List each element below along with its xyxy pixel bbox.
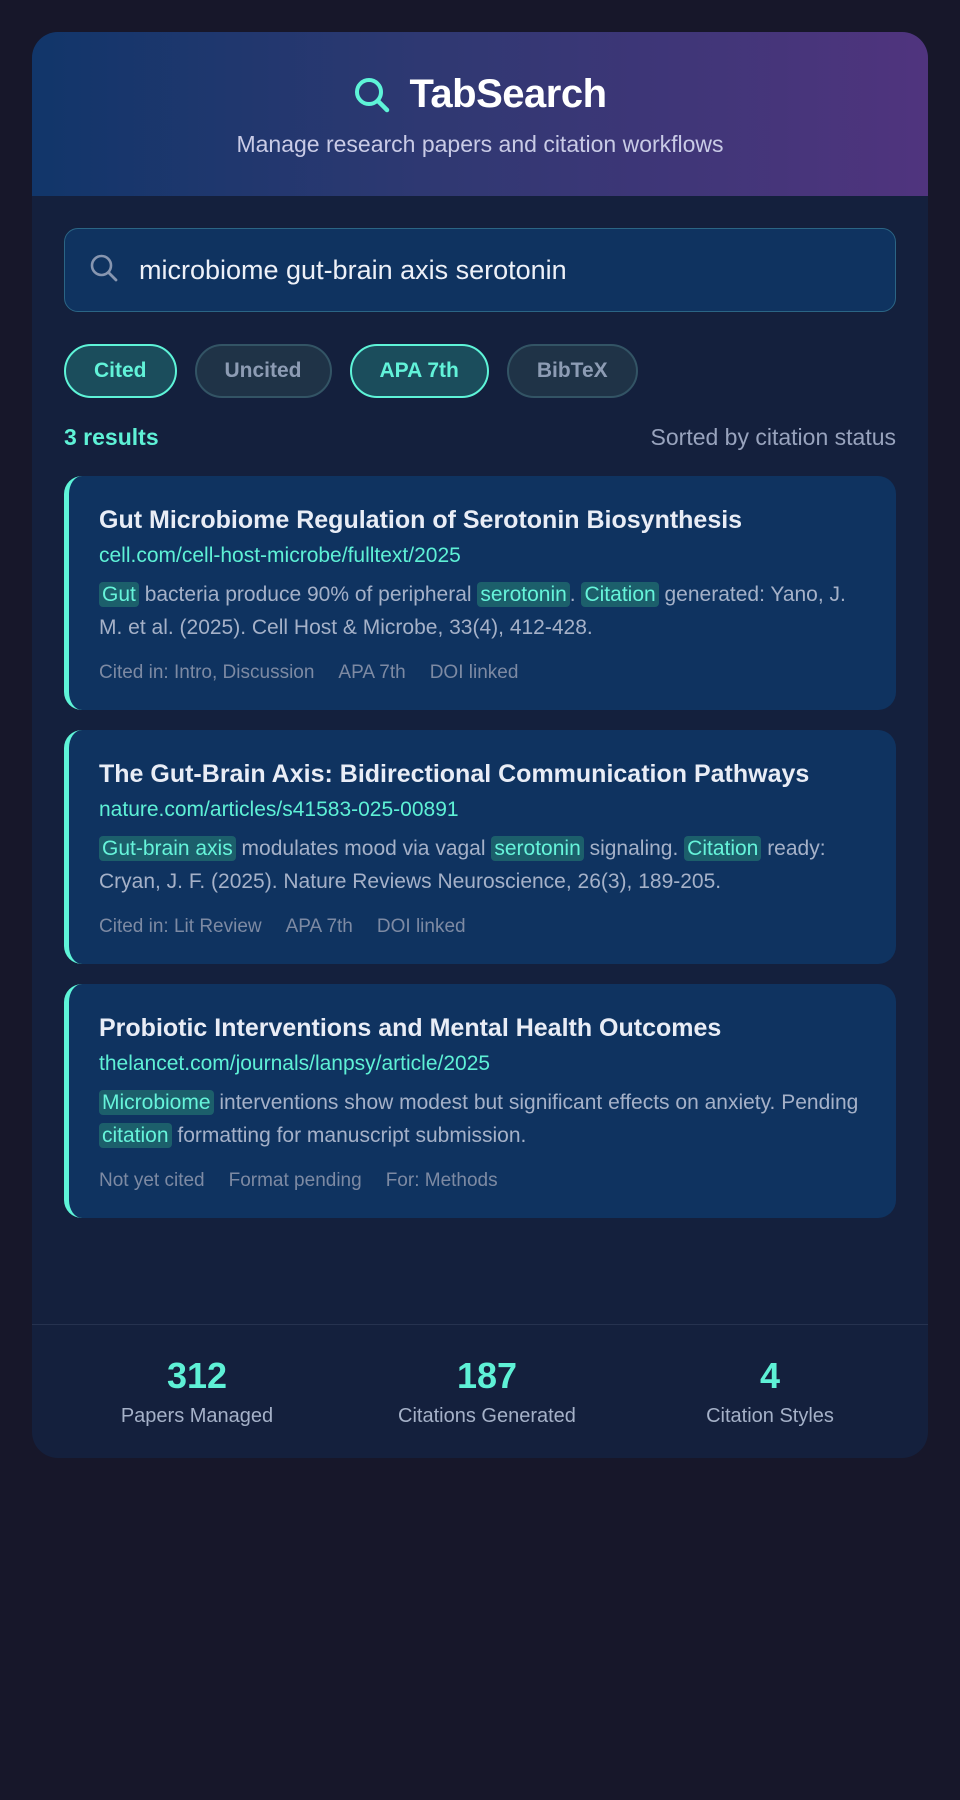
result-tag: Cited in: Lit Review <box>99 916 262 937</box>
snippet-text: generated: Yano, J. M. et al. (2025). Cell Host & Microbe, 33(4), 412-428. <box>99 583 846 639</box>
snippet-text: formatting for manuscript submission. <box>171 1124 527 1147</box>
search-input[interactable] <box>64 228 896 312</box>
result-url[interactable]: cell.com/cell-host-microbe/fulltext/2025 <box>99 544 461 567</box>
result-snippet <box>99 1086 866 1152</box>
stat-label: Citation Styles <box>706 1405 834 1427</box>
highlight: Gut <box>99 582 139 607</box>
result-card[interactable] <box>64 984 896 1218</box>
header <box>32 32 928 196</box>
highlight: citation <box>99 1123 172 1148</box>
result-tag: DOI linked <box>376 916 466 937</box>
search-query[interactable]: microbiome gut-brain axis serotonin <box>139 254 567 285</box>
result-url[interactable]: thelancet.com/journals/lanpsy/article/2025 <box>99 1052 491 1075</box>
stat-styles <box>632 1355 908 1428</box>
result-tag: Format pending <box>228 1170 362 1191</box>
result-url[interactable]: nature.com/articles/s41583-025-00891 <box>99 798 459 821</box>
result-snippet <box>99 832 866 898</box>
stat-value: 4 <box>759 1355 781 1396</box>
highlight: serotonin <box>477 582 569 607</box>
highlight: Citation <box>684 836 761 861</box>
stats-footer <box>32 1324 928 1458</box>
result-tag: Cited in: Intro, Discussion <box>99 662 315 683</box>
result-card[interactable] <box>64 730 896 964</box>
snippet-text: signaling. <box>583 837 685 860</box>
stat-value: 312 <box>166 1355 228 1396</box>
app-container <box>32 32 928 1458</box>
snippet-text: bacteria produce 90% of peripheral <box>138 583 478 606</box>
highlight: Microbiome <box>99 1090 214 1115</box>
filter-chips <box>64 344 896 398</box>
result-card[interactable] <box>64 476 896 710</box>
result-tag: For: Methods <box>385 1170 498 1191</box>
highlight: Gut-brain axis <box>99 836 236 861</box>
title-row <box>32 72 928 117</box>
stat-label: Citations Generated <box>398 1405 576 1427</box>
highlight: Citation <box>581 582 658 607</box>
search-icon <box>89 253 119 288</box>
result-tag: APA 7th <box>338 662 406 683</box>
filter-chip-bibtex[interactable]: BibTeX <box>507 344 638 398</box>
result-title[interactable]: Probiotic Interventions and Mental Health Outcomes <box>99 1014 722 1042</box>
result-snippet <box>99 578 866 644</box>
stat-label: Papers Managed <box>120 1405 274 1427</box>
result-title[interactable]: Gut Microbiome Regulation of Serotonin Biosynthesis <box>99 506 743 534</box>
snippet-text: . <box>569 583 582 606</box>
snippet-text: ready: Cryan, J. F. (2025). Nature Reviews Neuroscience, 26(3), 189-205. <box>99 837 826 893</box>
result-tags <box>99 1170 866 1192</box>
app-subtitle: Manage research papers and citation workflows <box>236 131 724 157</box>
filter-chip-apa[interactable]: APA 7th <box>350 344 489 398</box>
result-tag: DOI linked <box>429 662 519 683</box>
results-count: 3 results <box>64 423 159 450</box>
result-tag: APA 7th <box>285 916 353 937</box>
highlight: serotonin <box>491 836 583 861</box>
result-tags <box>99 662 866 684</box>
result-tags <box>99 916 866 938</box>
snippet-text: modulates mood via vagal <box>235 837 492 860</box>
sort-label[interactable]: Sorted by citation status <box>650 423 896 450</box>
snippet-text: interventions show modest but significant effects on anxiety. Pending <box>213 1091 859 1114</box>
search-icon <box>353 76 391 114</box>
app-title: TabSearch <box>409 72 607 116</box>
result-tag: Not yet cited <box>99 1170 205 1191</box>
stat-value: 187 <box>456 1355 518 1396</box>
result-title[interactable]: The Gut-Brain Axis: Bidirectional Communication Pathways <box>99 760 810 788</box>
results-meta <box>64 422 896 452</box>
filter-chip-uncited[interactable]: Uncited <box>195 344 332 398</box>
stat-papers <box>52 1355 342 1428</box>
stat-citations <box>342 1355 632 1428</box>
filter-chip-cited[interactable]: Cited <box>64 344 177 398</box>
